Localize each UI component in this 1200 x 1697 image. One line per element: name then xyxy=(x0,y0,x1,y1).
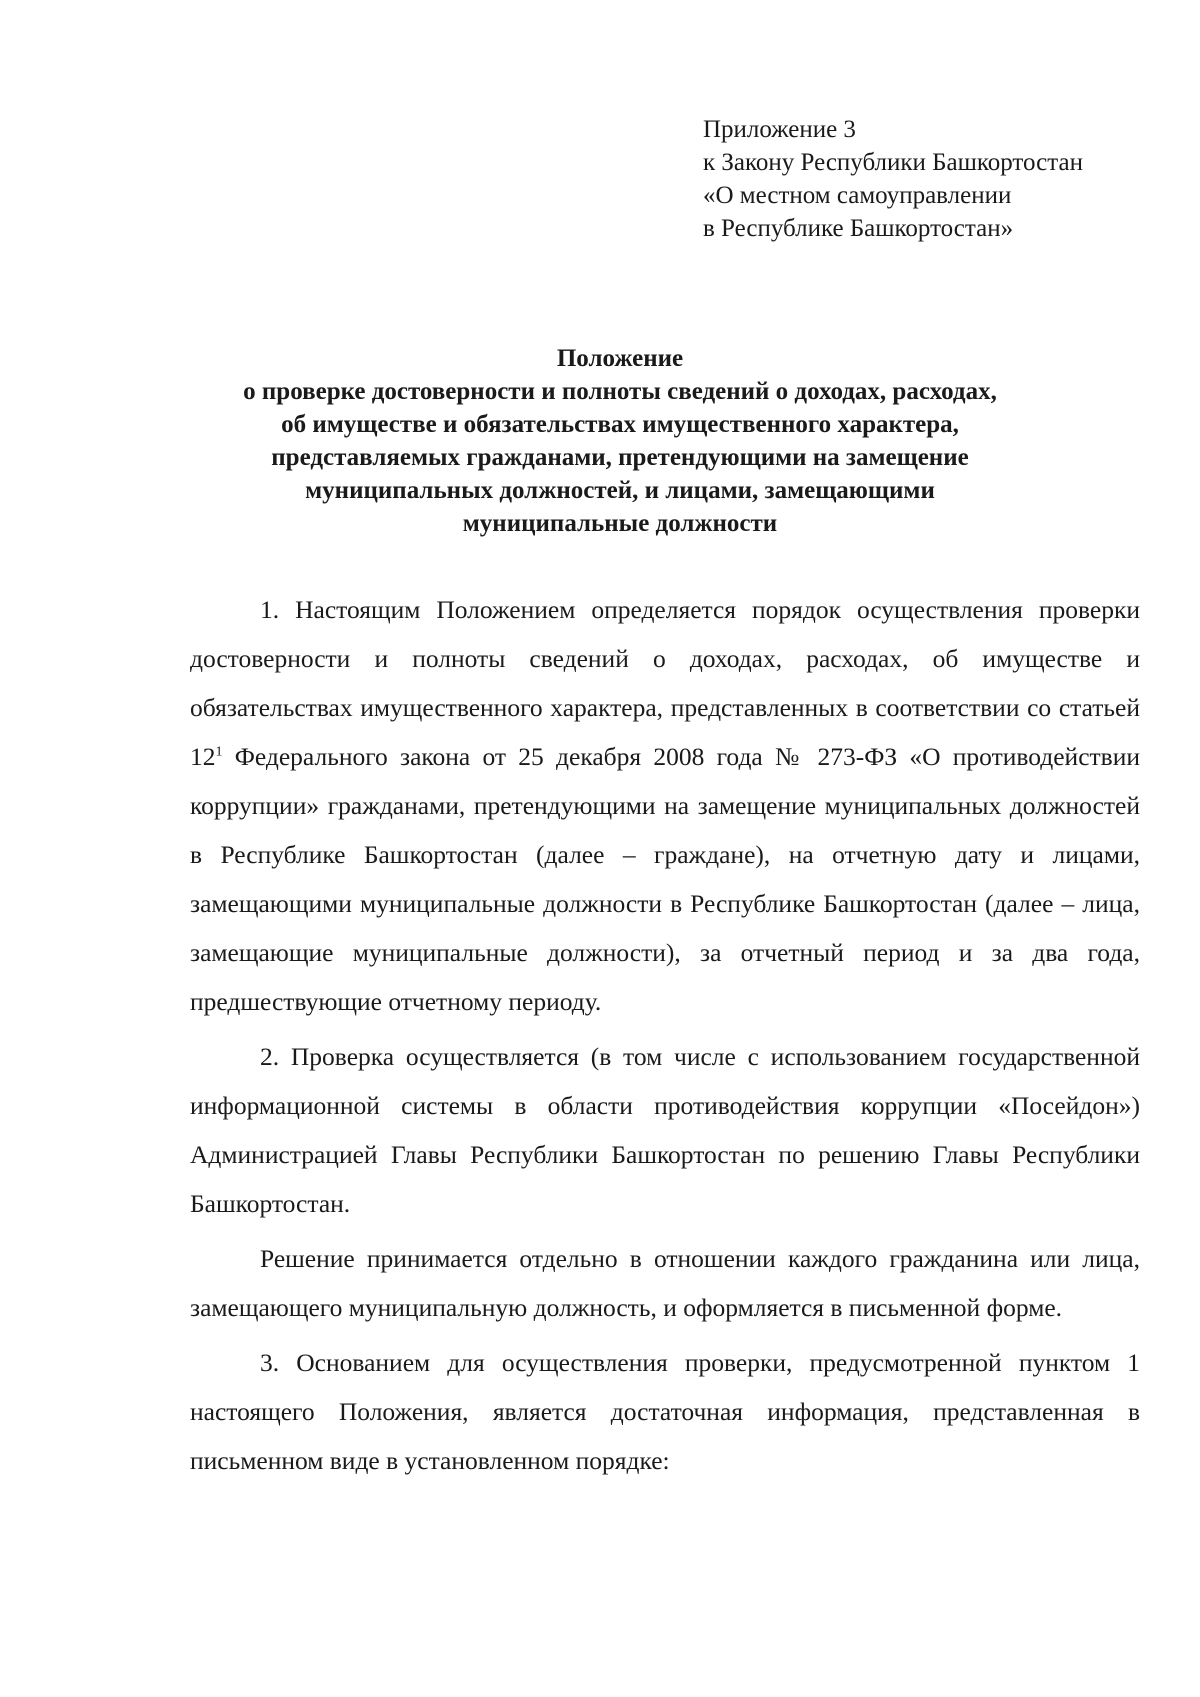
title-heading: Положение xyxy=(556,345,684,372)
title-line: представляемых гражданами, претендующими на замещение xyxy=(271,444,969,471)
paragraph-1-text-b: Федерального закона от 25 декабря 2008 года № 273-ФЗ «О противодействии коррупции» гражданами, претендующими на замещение муниципальных должностей в Республике Башкортостан (далее – граждане), на отчетную дату и лицами, замещающими муниципальные должности в Республике Башкортостан (далее – лица, замещающие муниципальные должности), за отчетный период и за два года, предшествующие отчетному периоду. xyxy=(190,742,1140,1016)
title-line: об имуществе и обязательствах имущественного характера, xyxy=(281,411,959,438)
appendix-line: Приложение 3 xyxy=(703,116,856,143)
paragraph-1-text-a: 1. Настоящим Положением определяется порядок осуществления проверки достоверности и полноты сведений о доходах, расходах, об имуществе и обязательствах имущественного характера, представленных в соответствии со статьей 12 xyxy=(190,595,1140,771)
appendix-line: в Республике Башкортостан» xyxy=(703,215,1014,242)
appendix-line: к Закону Республики Башкортостан xyxy=(703,149,1083,176)
article-superscript: 1 xyxy=(215,744,223,760)
paragraph-4: 3. Основанием для осуществления проверки, предусмотренной пунктом 1 настоящего Положения, является достаточная информация, представленная в письменном виде в установленном порядке: xyxy=(190,1348,1140,1475)
title-line: муниципальные должности xyxy=(462,510,778,537)
document-title xyxy=(190,342,1050,540)
appendix-line: «О местном самоуправлении xyxy=(703,182,1012,209)
document-body xyxy=(190,585,1140,1485)
appendix-reference xyxy=(703,113,1083,245)
paragraph-3: Решение принимается отдельно в отношении каждого гражданина или лица, замещающего муниципальную должность, и оформляется в письменной форме. xyxy=(190,1244,1140,1322)
paragraph-2: 2. Проверка осуществляется (в том числе с использованием государственной информационной системы в области противодействия коррупции «Посейдон») Администрацией Главы Республики Башкортостан по решению Главы Республики Башкортостан. xyxy=(190,1042,1140,1218)
title-line: о проверке достоверности и полноты сведений о доходах, расходах, xyxy=(243,378,997,405)
title-line: муниципальных должностей, и лицами, замещающими xyxy=(305,477,935,504)
paragraph-1 xyxy=(190,585,1140,1026)
